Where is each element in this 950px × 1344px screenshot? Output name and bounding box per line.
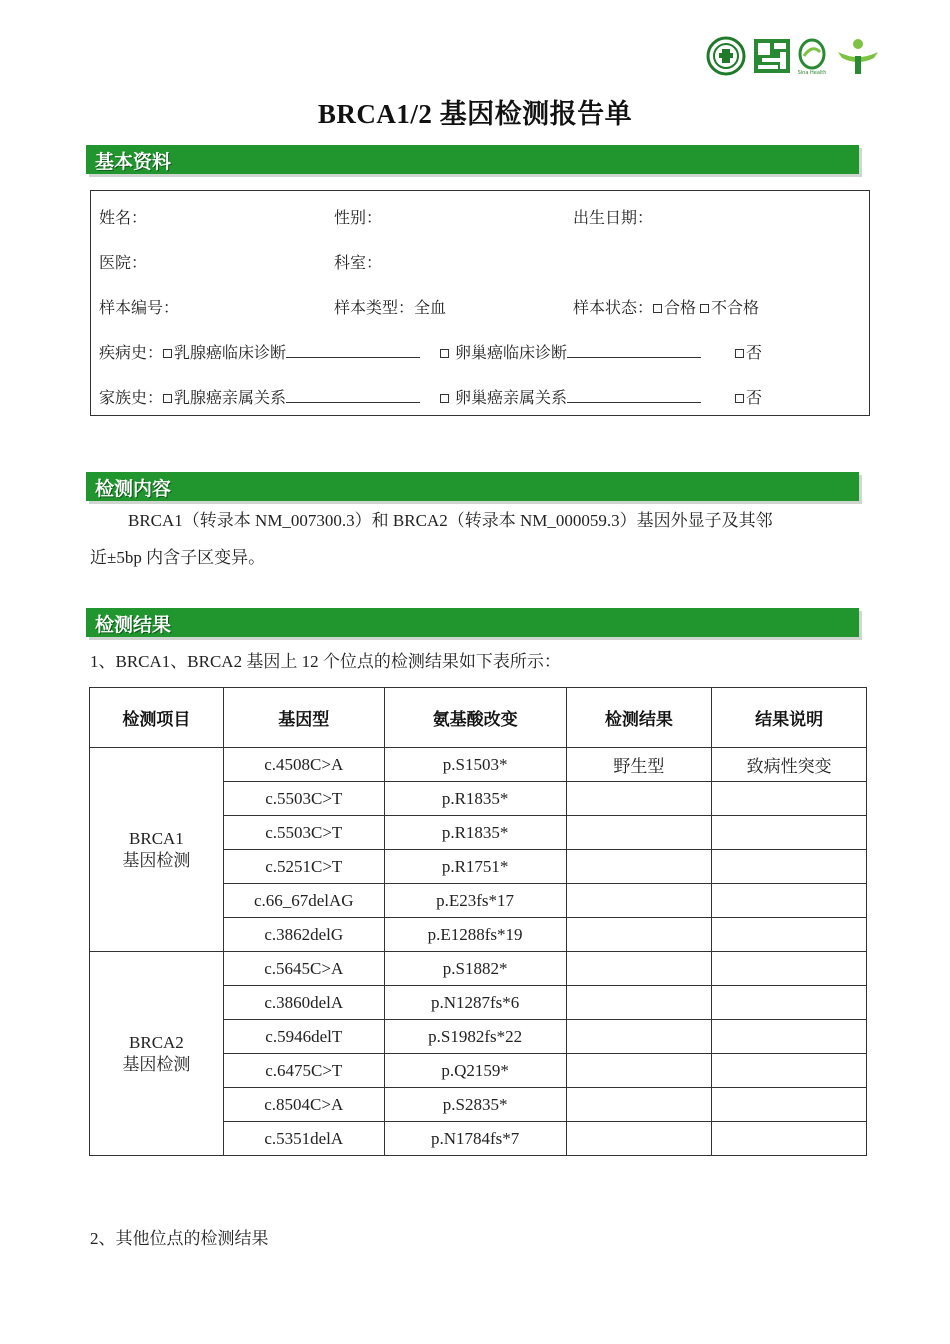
genotype-cell: c.5946delT — [223, 1020, 384, 1054]
genotype-cell: c.5251C>T — [223, 850, 384, 884]
result-cell — [566, 952, 712, 986]
amino-acid-cell: p.R1751* — [384, 850, 566, 884]
results-intro: 1、BRCA1、BRCA2 基因上 12 个位点的检测结果如下表所示： — [90, 652, 561, 671]
genotype-cell: c.3862delG — [223, 918, 384, 952]
amino-acid-cell: p.N1287fs*6 — [384, 986, 566, 1020]
amino-acid-cell: p.R1835* — [384, 782, 566, 816]
family-breast-blank[interactable] — [286, 388, 420, 403]
family-no-checkbox[interactable] — [735, 394, 744, 403]
result-cell — [566, 884, 712, 918]
note-cell — [712, 850, 867, 884]
disease-ovary-checkbox[interactable] — [440, 349, 449, 358]
genotype-cell: c.6475C>T — [223, 1054, 384, 1088]
col-header-note: 结果说明 — [712, 688, 867, 748]
section-basic-info-label: 基本资料 — [95, 151, 172, 173]
genotype-cell: c.5503C>T — [223, 782, 384, 816]
sample-number-label: 样本编号： — [99, 300, 180, 317]
lab-logo-icon — [754, 39, 790, 73]
amino-acid-cell: p.S1503* — [384, 748, 566, 782]
sample-bad-label: 不合格 — [711, 300, 760, 317]
family-ovary-checkbox[interactable] — [440, 394, 449, 403]
name-label: 姓名： — [99, 210, 148, 227]
family-ovary-label: 卵巢癌亲属关系 — [455, 390, 568, 407]
disease-breast-checkbox[interactable] — [163, 349, 172, 358]
genotype-cell: c.5503C>T — [223, 816, 384, 850]
note-cell — [712, 1122, 867, 1156]
hospital-label: 医院： — [99, 255, 148, 272]
sample-bad-checkbox[interactable] — [700, 304, 709, 313]
header-logos — [706, 36, 882, 76]
col-header-test-item: 检测项目 — [90, 688, 224, 748]
result-cell — [566, 1088, 712, 1122]
note-cell: 致病性突变 — [712, 748, 867, 782]
disease-no-label: 否 — [746, 345, 763, 362]
family-history-label: 家族史： — [99, 390, 164, 407]
result-cell — [566, 1122, 712, 1156]
disease-no — [735, 340, 762, 363]
results-table — [89, 687, 867, 1156]
result-cell — [566, 816, 712, 850]
result-cell — [566, 1054, 712, 1088]
note-cell — [712, 816, 867, 850]
genotype-cell: c.5645C>A — [223, 952, 384, 986]
result-cell — [566, 850, 712, 884]
note-cell — [712, 884, 867, 918]
content-paragraph-line-1: BRCA1（转录本 NM_007300.3）和 BRCA2（转录本 NM_000059.3）基因外显子及其邻 — [128, 511, 773, 530]
group-cell-brca1 — [90, 748, 224, 952]
svg-text:Sina Health: Sina Health — [797, 70, 827, 76]
section-content-header — [86, 472, 859, 501]
table-header-row — [90, 688, 867, 748]
note-cell — [712, 952, 867, 986]
family-breast-checkbox[interactable] — [163, 394, 172, 403]
result-cell — [566, 986, 712, 1020]
section-basic-info-header — [86, 145, 859, 174]
amino-acid-cell: p.S2835* — [384, 1088, 566, 1122]
other-results-heading: 2、其他位点的检测结果 — [90, 1229, 269, 1248]
result-cell — [566, 918, 712, 952]
col-header-result: 检测结果 — [566, 688, 712, 748]
page-title: BRCA1/2 基因检测报告单 — [317, 99, 633, 129]
disease-history — [99, 340, 420, 363]
note-cell — [712, 1020, 867, 1054]
note-cell — [712, 986, 867, 1020]
amino-acid-cell: p.E1288fs*19 — [384, 918, 566, 952]
note-cell — [712, 782, 867, 816]
amino-acid-cell: p.N1784fs*7 — [384, 1122, 566, 1156]
gender-label: 性别： — [334, 210, 383, 227]
family-no-label: 否 — [746, 390, 763, 407]
disease-breast-label: 乳腺癌临床诊断 — [174, 345, 287, 362]
disease-breast-blank[interactable] — [286, 343, 420, 358]
disease-ovary-label: 卵巢癌临床诊断 — [455, 345, 568, 362]
genotype-cell: c.4508C>A — [223, 748, 384, 782]
note-cell — [712, 1054, 867, 1088]
sample-state-label: 样本状态： — [573, 300, 654, 317]
sample-ok-checkbox[interactable] — [653, 304, 662, 313]
sample-state — [573, 295, 759, 318]
table-row — [90, 952, 867, 986]
family-breast-label: 乳腺癌亲属关系 — [174, 390, 287, 407]
result-cell — [566, 782, 712, 816]
amino-acid-cell: p.S1982fs*22 — [384, 1020, 566, 1054]
note-cell — [712, 918, 867, 952]
people-logo-icon — [838, 39, 878, 74]
section-results-header — [86, 608, 859, 637]
group-sublabel-brca1: 基因检测 — [122, 850, 191, 870]
disease-history-label: 疾病史： — [99, 345, 164, 362]
department-label: 科室： — [334, 255, 383, 272]
col-header-genotype: 基因型 — [223, 688, 384, 748]
birth-date-label: 出生日期： — [573, 210, 654, 227]
family-no — [735, 385, 762, 408]
genotype-cell: c.66_67delAG — [223, 884, 384, 918]
genotype-cell: c.3860delA — [223, 986, 384, 1020]
col-header-amino-acid: 氨基酸改变 — [384, 688, 566, 748]
genotype-cell: c.5351delA — [223, 1122, 384, 1156]
disease-ovary-blank[interactable] — [567, 343, 701, 358]
amino-acid-cell: p.Q2159* — [384, 1054, 566, 1088]
group-cell-brca2 — [90, 952, 224, 1156]
basic-info-box — [90, 190, 870, 416]
section-content-label: 检测内容 — [95, 478, 172, 500]
family-ovary-blank[interactable] — [567, 388, 701, 403]
result-cell: 野生型 — [566, 748, 712, 782]
disease-ovary — [440, 340, 701, 363]
amino-acid-cell: p.E23fs*17 — [384, 884, 566, 918]
genotype-cell: c.8504C>A — [223, 1088, 384, 1122]
group-label-brca1: BRCA1 — [129, 828, 184, 848]
sample-type-label: 样本类型：全血 — [334, 300, 447, 317]
disease-no-checkbox[interactable] — [735, 349, 744, 358]
note-cell — [712, 1088, 867, 1122]
amino-acid-cell: p.R1835* — [384, 816, 566, 850]
section-results-label: 检测结果 — [95, 614, 172, 636]
result-cell — [566, 1020, 712, 1054]
family-history — [99, 385, 420, 408]
content-paragraph-line-2: 近±5bp 内含子区变异。 — [90, 548, 266, 567]
sample-ok-label: 合格 — [664, 300, 697, 317]
hospital-seal-icon — [708, 38, 744, 74]
e-health-logo-icon — [798, 40, 827, 76]
family-ovary — [440, 385, 701, 408]
amino-acid-cell: p.S1882* — [384, 952, 566, 986]
table-row — [90, 748, 867, 782]
group-sublabel-brca2: 基因检测 — [122, 1054, 191, 1074]
group-label-brca2: BRCA2 — [129, 1032, 184, 1052]
